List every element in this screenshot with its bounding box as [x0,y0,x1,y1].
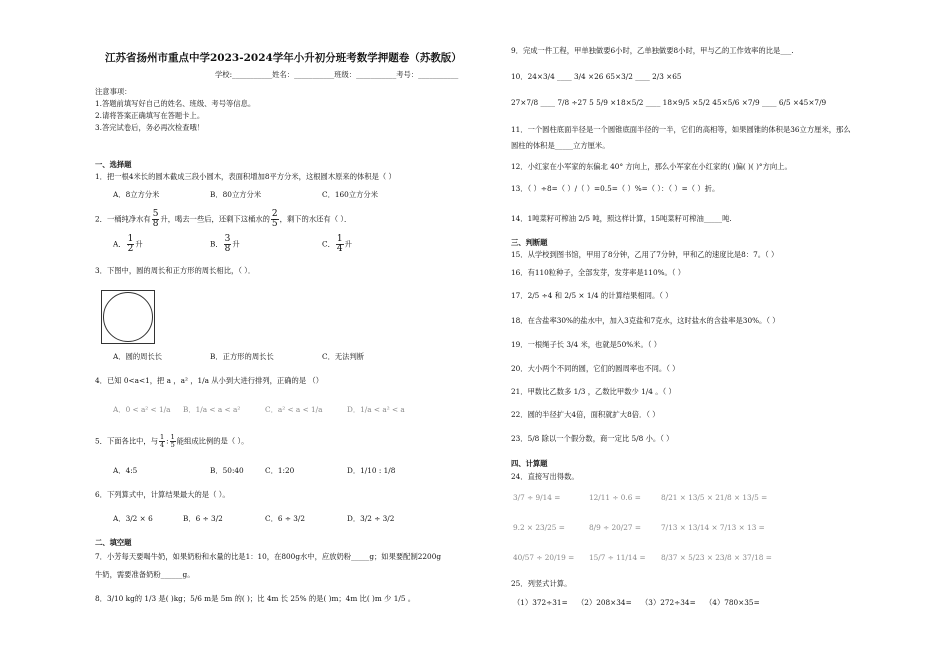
option-c: C．a² < a < 1/a [265,405,323,414]
question-19: 19．一根绳子长 3/4 米，也就是50%米。（ ） [511,340,662,349]
fraction [127,235,135,254]
option-a: A．8立方分米 [113,190,160,199]
question-6: 6．下列算式中，计算结果最大的是（ ）。 [95,490,230,499]
square-figure [101,290,155,344]
option-b: B．1/a < a < a² [183,405,241,414]
question-25: 25．列竖式计算。 [511,579,572,588]
calc-item: （3）272÷34= [641,598,696,607]
q2-text-a: 2．一桶纯净水有 [95,214,151,224]
question-5: 5．下面各比中，与 $\frac{1}{4}$ : $\frac{1}{5}$ 能组成比例的是（ ）。 [95,433,249,449]
student-info-line: 学校:___________姓名：___________班级：___________考号：___________ [215,70,459,79]
question-4: 4．已知 0<a<1，把 a ，a² ，1/a 从小到大进行排列，正确的是 （） [95,376,324,385]
question-23: 23．5/8 除以一个假分数，商一定比 5/8 小。（ ） [511,434,674,443]
option-c: C．无法判断 [322,352,365,361]
question-18: 18．在含盐率30%的盐水中，加入3克盐和7克水，这时盐水的含盐率是30%。（ ） [511,316,780,325]
question-8: 8．3/10 kg的 1/3 是( )kg；5/6 m是 5m 的( )；比 4m 长 25% 的是( )m；4m 比( )m 少 1/5 。 [95,594,416,603]
option-a: A．0 < a² < 1/a [113,405,171,414]
option-c: C．160立方分米 [322,190,378,199]
question-7-line2: 牛奶，需要准备奶粉______g。 [95,570,195,579]
option-c: C．1:20 [265,466,295,475]
section-title: 二、填空题 [95,538,132,547]
page-title: 江苏省扬州市重点中学2023-2024学年小升初分班考数学押题卷（苏教版） [105,52,462,64]
note-item: 3.答完试卷后，务必再次检查哦！ [95,123,205,132]
question-2 [95,210,351,229]
question-10-row1: 10．24×3/4 ____ 3/4 ×26 65×3/2 ____ 2/3 ×65 [511,72,682,81]
notes-heading: 注意事项： [95,87,132,96]
calc-item: 9.2 × 23/25 = [513,523,565,532]
question-11-line2: 圆柱的体积是_____立方厘米。 [511,141,610,150]
section-title: 一、选择题 [95,160,132,169]
q2-text-c: ，剩下的水还有（ ）． [279,214,352,224]
question-15: 15．从学校到图书馆，甲用了8分钟，乙用了7分钟，甲和乙的速度比是8：7。（ ） [511,250,779,259]
fraction [159,434,165,449]
option-c [322,235,352,254]
fraction [271,210,279,229]
note-item: 1.答题前填写好自己的姓名、班级、考号等信息。 [95,99,256,108]
denominator: 4 [336,244,343,254]
fraction [170,434,176,449]
circle-figure [103,292,153,342]
option-b [210,235,240,254]
numerator: 1 [336,234,343,244]
question-17: 17．2/5 ÷4 和 2/5 × 1/4 的计算结果相同。（ ） [511,291,673,300]
question-3: 3．下图中，圆的周长和正方形的周长相比，（ ）． [95,266,256,275]
calc-item: 7/13 × 13/14 × 7/13 × 13 = [661,523,765,532]
option-label: C． [322,239,335,249]
calc-item: 40/57 ÷ 20/19 = [513,553,575,562]
numerator: 5 [152,209,159,219]
denominator: 8 [152,219,159,229]
question-20: 20．大小两个不同的圆，它们的圆周率也不同。（ ） [511,364,680,373]
option-b: B．6 ÷ 3/2 [183,514,223,523]
option-a: A．3/2 × 6 [113,514,153,523]
option-b: B．80立方分米 [210,190,262,199]
calc-item: 8/21 × 13/5 × 21/8 × 13/5 = [661,493,768,502]
question-13: 13．（ ）÷8=（ ）/（ ）=0.5=（ ）%=（ ）：（ ）=（ ）折。 [511,184,720,193]
question-12: 12．小红家在小军家的东偏北 40° 方向上，那么小军家在小红家的( )偏( )( )°方向上。 [511,162,792,171]
calc-item: 8/37 × 5/23 × 23/8 × 37/18 = [661,553,772,562]
calc-item: （1）372÷31= [513,598,568,607]
option-a [113,235,143,254]
option-b: B．50:40 [210,466,244,475]
q5-text-a: 5．下面各比中，与 [95,436,159,446]
option-unit: 升 [232,239,240,249]
option-d: D．3/2 ÷ 3/2 [347,514,395,523]
option-unit: 升 [135,239,143,249]
option-c: C．6 ÷ 3/2 [265,514,306,523]
numerator: 1 [170,433,175,441]
calc-item: 12/11 ÷ 0.6 = [589,493,641,502]
option-label: A． [113,239,126,249]
section-title: 四、计算题 [511,459,548,468]
question-11-line1: 11．一个圆柱底面半径是一个圆锥底面半径的一半，它们的高相等，如果圆锥的体积是36立方厘米，那么 [511,125,851,134]
numerator: 2 [271,209,278,219]
fraction [336,235,344,254]
fraction [224,235,232,254]
question-10-row2: 27×7/8 ____ 7/8 ÷27 5 5/9 ×18×5/2 ____ 18×9/5 ×5/2 45×5/6 ×7/9 ____ 6/5 ×45×7/9 [511,98,827,107]
numerator: 1 [160,433,165,441]
option-d: D．1/a < a² < a [347,405,405,414]
question-1: 1．把一根4米长的圆木截成三段小圆木，表面积增加8平方分米，这根圆木原来的体积是（ ） [95,172,396,181]
option-d: D．1/10 : 1/8 [347,466,396,475]
denominator: 2 [127,244,134,254]
q2-text-b: 升，喝去一些后，还剩下这桶水的 [160,214,270,224]
option-a: A．圆的周长长 [113,352,163,361]
calc-item: 3/7 ÷ 9/14 = [513,493,561,502]
calc-item: （4）780×35= [705,598,760,607]
fraction [152,210,160,229]
option-b: B．正方形的周长长 [210,352,274,361]
question-16: 16．有110粒种子，全部发芽，发芽率是110%。（ ） [511,268,686,277]
option-unit: 升 [344,239,352,249]
calc-item: （2）208×34= [577,598,632,607]
question-24: 24．直接写出得数。 [511,472,579,481]
numerator: 1 [127,234,134,244]
question-14: 14．1吨菜籽可榨油 2/5 吨，照这样计算，15吨菜籽可榨油_____吨. [511,214,732,223]
question-7-line1: 7．小芳每天要喝牛奶，如果奶粉和水量的比是1：10，在800g水中，应放奶粉_____g；如果要配制2200g [95,552,442,561]
denominator: 5 [170,441,175,449]
section-title: 三、判断题 [511,238,548,247]
question-9: 9．完成一件工程，甲单独做要6小时，乙单独做要8小时，甲与乙的工作效率的比是___. [511,46,794,55]
denominator: 5 [271,219,278,229]
question-21: 21．甲数比乙数多 1/3 ，乙数比甲数少 1/4 。（ ） [511,387,676,396]
calc-item: 15/7 ÷ 11/14 = [589,553,646,562]
numerator: 3 [224,234,231,244]
option-label: B． [210,239,223,249]
question-22: 22．圆的半径扩大4倍，面积就扩大8倍．（ ） [511,410,660,419]
option-a: A．4:5 [113,466,138,475]
calc-item: 8/9 ÷ 20/27 = [589,523,641,532]
denominator: 4 [160,441,165,449]
note-item: 2.请将答案正确填写在答题卡上。 [95,111,205,120]
denominator: 8 [224,244,231,254]
q5-text-b: 能组成比例的是（ ）。 [176,436,249,446]
